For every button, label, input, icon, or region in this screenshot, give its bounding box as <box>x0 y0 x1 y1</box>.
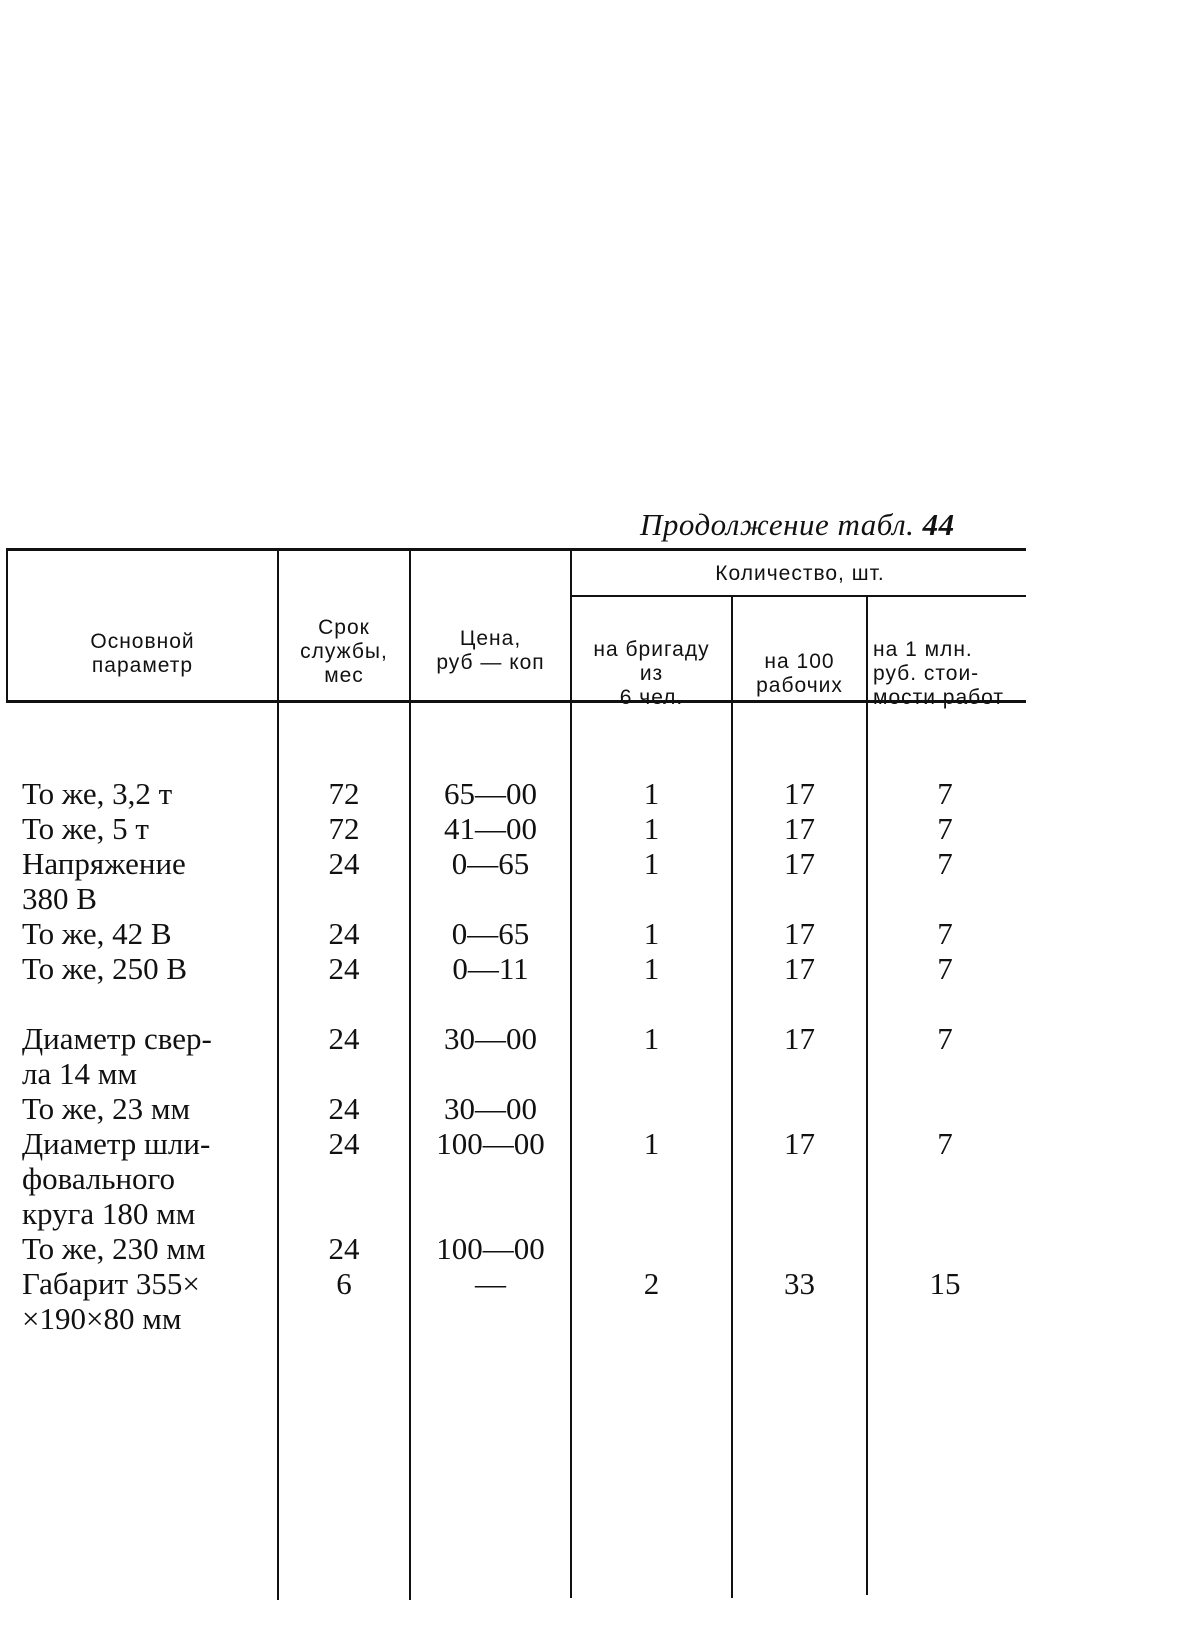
row-param <box>22 776 262 811</box>
row-param <box>22 951 262 986</box>
row-brigade: 1 <box>643 1126 660 1161</box>
row-param <box>22 1231 262 1266</box>
row-life: 24 <box>328 846 360 881</box>
row-price: 65—00 <box>444 776 537 811</box>
header-per-100 <box>734 650 865 698</box>
row-life: 24 <box>328 1126 360 1161</box>
row-life: 24 <box>328 1021 360 1056</box>
col-rule-2 <box>409 548 411 1600</box>
row-per100: 17 <box>784 951 815 986</box>
header-per-mln <box>869 638 1030 710</box>
row-param <box>22 846 262 916</box>
row-param <box>22 811 262 846</box>
caption-text: Продолжение табл. <box>640 507 915 542</box>
row-param-line: То же, 3,2 т <box>22 776 173 811</box>
row-param <box>22 916 262 951</box>
col-rule-4 <box>731 595 733 1598</box>
header-per-mln-line: руб. стои- <box>873 662 980 685</box>
row-price: 0—65 <box>451 846 530 881</box>
row-brigade: 1 <box>643 846 660 881</box>
header-qty-group: Количество, шт. <box>715 562 885 585</box>
header-per-mln-line: на 1 млн. <box>873 638 973 661</box>
header-param-line: параметр <box>91 654 194 677</box>
row-param <box>22 1021 262 1091</box>
header-life-line: Срок <box>318 616 370 639</box>
header-per-brigade-line: на бригаду <box>593 638 710 661</box>
row-price: 100—00 <box>436 1126 545 1161</box>
row-param <box>22 1126 262 1231</box>
row-per100: 17 <box>784 1126 815 1161</box>
header-per-100-line: рабочих <box>756 674 843 697</box>
row-life: 24 <box>328 1091 360 1126</box>
row-life: 24 <box>328 916 360 951</box>
header-price-line: руб — коп <box>436 651 545 674</box>
col-rule-3 <box>570 548 572 1598</box>
row-param-line: Диаметр шли- <box>22 1126 211 1161</box>
qty-group-rule <box>572 595 1026 597</box>
row-life: 72 <box>328 811 360 846</box>
row-price: — <box>475 1266 506 1301</box>
row-permln: 7 <box>937 846 953 881</box>
row-price: 30—00 <box>444 1091 537 1126</box>
table-top-rule <box>6 548 1026 551</box>
row-brigade: 1 <box>643 1021 660 1056</box>
row-permln: 7 <box>937 811 953 846</box>
row-brigade: 1 <box>643 951 660 986</box>
row-price: 41—00 <box>444 811 537 846</box>
row-permln: 7 <box>937 916 953 951</box>
row-per100: 17 <box>784 776 815 811</box>
row-price: 0—65 <box>451 916 530 951</box>
header-per-brigade-line: 6 чел. <box>619 686 684 709</box>
row-param-line: ла 14 мм <box>22 1056 137 1091</box>
row-param-line: 380 В <box>22 881 97 916</box>
row-brigade: 2 <box>643 1266 660 1301</box>
row-permln: 15 <box>929 1266 961 1301</box>
header-price <box>412 627 569 675</box>
row-per100: 17 <box>784 846 815 881</box>
row-per100: 17 <box>784 1021 815 1056</box>
header-per-brigade-line: из <box>639 662 664 685</box>
row-per100: 33 <box>784 1266 815 1301</box>
header-life <box>280 616 408 688</box>
header-param <box>10 630 275 678</box>
row-life: 72 <box>328 776 360 811</box>
row-param-line: Напряжение <box>22 846 186 881</box>
row-per100: 17 <box>784 916 815 951</box>
header-price-line: Цена, <box>459 627 522 650</box>
row-permln: 7 <box>937 1126 953 1161</box>
row-brigade: 1 <box>643 811 660 846</box>
row-param-line: То же, 23 мм <box>22 1091 191 1126</box>
row-param <box>22 1091 262 1126</box>
row-brigade: 1 <box>643 776 660 811</box>
row-param-line: ×190×80 мм <box>22 1301 182 1336</box>
header-per-mln-line: мости работ <box>873 686 1005 709</box>
table-left-rule <box>6 548 8 703</box>
row-permln: 7 <box>937 776 953 811</box>
row-param-line: То же, 230 мм <box>22 1231 206 1266</box>
col-rule-1 <box>277 548 279 1600</box>
row-param-line: Габарит 355× <box>22 1266 200 1301</box>
col-rule-5 <box>866 595 868 1595</box>
row-life: 6 <box>336 1266 352 1301</box>
row-param-line: То же, 250 В <box>22 951 188 986</box>
header-param-line: Основной <box>90 630 195 653</box>
table-caption <box>640 507 1030 547</box>
row-param <box>22 1266 262 1336</box>
row-price: 30—00 <box>444 1021 537 1056</box>
row-param-line: Диаметр свер- <box>22 1021 212 1056</box>
row-permln: 7 <box>937 1021 953 1056</box>
row-life: 24 <box>328 1231 360 1266</box>
header-life-line: службы, <box>300 640 388 663</box>
row-permln: 7 <box>937 951 953 986</box>
row-param-line: круга 180 мм <box>22 1196 196 1231</box>
row-per100: 17 <box>784 811 815 846</box>
row-param-line: То же, 42 В <box>22 916 172 951</box>
header-per-100-line: на 100 <box>764 650 835 673</box>
header-per-brigade <box>573 638 730 710</box>
row-param-line: То же, 5 т <box>22 811 149 846</box>
row-price: 0—11 <box>452 951 529 986</box>
caption-number: 44 <box>922 507 955 542</box>
row-life: 24 <box>328 951 360 986</box>
row-price: 100—00 <box>436 1231 545 1266</box>
row-param-line: фовального <box>22 1161 175 1196</box>
row-brigade: 1 <box>643 916 660 951</box>
header-life-line: мес <box>324 664 364 687</box>
